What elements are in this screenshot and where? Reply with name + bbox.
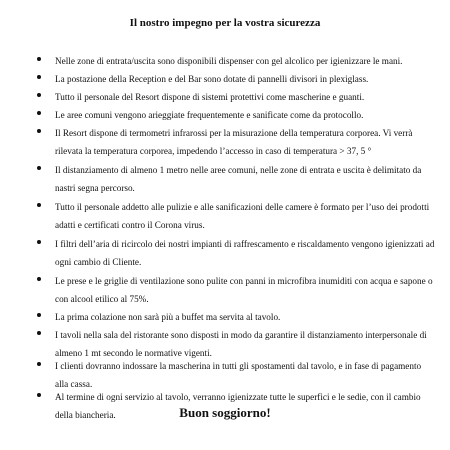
bullet-icon: [37, 362, 41, 366]
bullet-icon: [37, 240, 41, 244]
bullet-icon: [37, 277, 41, 281]
list-item-text: Tutto il personale addetto alle pulizie e alle sanificazioni delle camere è formato per l’uso dei prodotti adatti e certificati contro il Corona virus.: [55, 202, 430, 230]
bullet-icon: [37, 313, 41, 317]
page-title: Il nostro impegno per la vostra sicurezza: [129, 17, 321, 29]
list-item-text: Il Resort dispone di termometri infrarossi per la misurazione della temperatura corporea. Vi verrà rilevata la temperatura corporea, impedendo l’accesso in caso di temperatura > 37, 5 °: [55, 128, 413, 156]
bullet-icon: [37, 111, 41, 115]
bullet-icon: [37, 75, 41, 79]
list-item-text: La postazione della Reception e del Bar sono dotate di pannelli divisori in plexiglass.: [55, 74, 369, 84]
list-item-text: Tutto il personale del Resort dispone di sistemi protettivi come mascherine e guanti.: [55, 92, 365, 102]
list-item-text: I filtri dell’aria di ricircolo dei nostri impianti di raffrescamento e riscaldamento vengono igienizzati ad ogni cambio di Cliente.: [55, 239, 435, 267]
list-item-text: La prima colazione non sarà più a buffet ma servita al tavolo.: [55, 312, 281, 322]
bullet-icon: [37, 393, 41, 397]
bullet-icon: [37, 129, 41, 133]
list-item-text: Nelle zone di entrata/uscita sono disponibili dispenser con gel alcolico per igienizzare le mani.: [55, 56, 403, 66]
list-item-text: Al termine di ogni servizio al tavolo, verranno igienizzate tutte le superfici e le sedie, con il cambio della biancheria.: [55, 392, 421, 420]
bullet-icon: [37, 166, 41, 170]
bullet-icon: [37, 57, 41, 61]
list-item-text: Le aree comuni vengono arieggiate frequentemente e sanificate come da protocollo.: [55, 110, 364, 120]
list-item-text: I clienti dovranno indossare la mascherina in tutti gli spostamenti dal tavolo, e in fase di pagamento alla cassa.: [55, 361, 422, 389]
bullet-icon: [37, 331, 41, 335]
list-item-text: Il distanziamento di almeno 1 metro nelle aree comuni, nelle zone di entrata e uscita è delimitato da nastri segna percorso.: [55, 165, 422, 193]
list-item-text: Le prese e le griglie di ventilazione sono pulite con panni in microfibra inumiditi con acqua e sapone o con alcool etilico al 75%.: [55, 276, 433, 304]
bullet-icon: [37, 203, 41, 207]
closing-greeting: Buon soggiorno!: [179, 405, 271, 420]
bullet-icon: [37, 93, 41, 97]
list-item-text: I tavoli nella sala del ristorante sono disposti in modo da garantire il distanziamento interpersonale di almeno 1 mt secondo le normative vigenti.: [55, 330, 427, 358]
